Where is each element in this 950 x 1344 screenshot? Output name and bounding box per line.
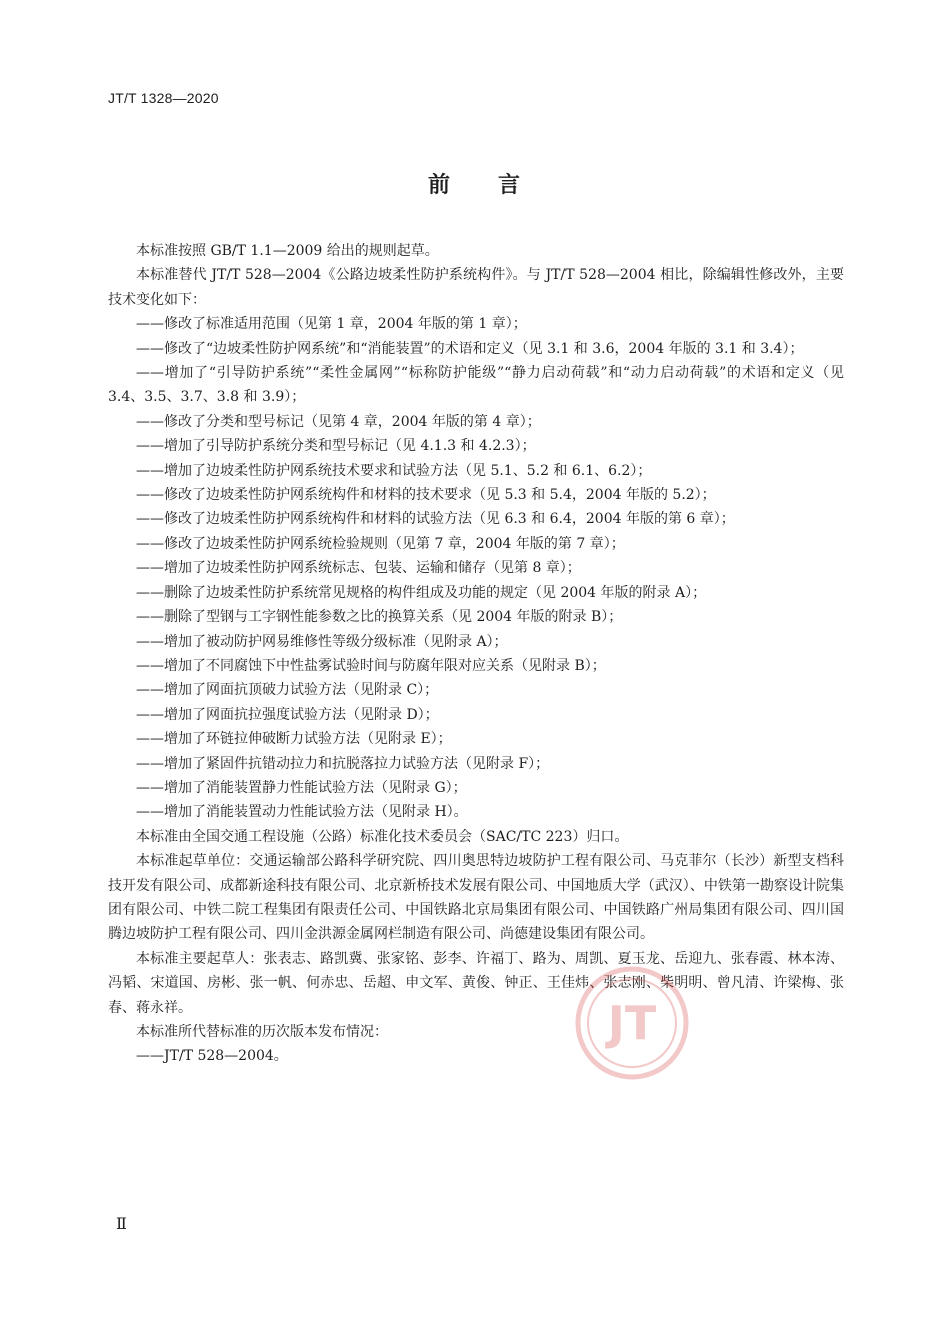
standard-number: JT/T 1328—2020	[108, 90, 219, 106]
list-item: ——增加了网面抗拉强度试验方法（见附录 D）；	[136, 706, 439, 723]
foreword-body	[108, 239, 844, 1069]
list-item: ——修改了标准适用范围（见第 1 章，2004 年版的第 1 章）；	[136, 316, 527, 333]
list-item: ——修改了边坡柔性防护网系统构件和材料的技术要求（见 5.3 和 5.4，2004 年版的 5.2）；	[136, 487, 716, 504]
list-item: ——增加了网面抗顶破力试验方法（见附录 C）；	[136, 682, 439, 699]
paragraph: 本标准由全国交通工程设施（公路）标准化技术委员会（SAC/TC 223）归口。	[136, 828, 629, 845]
list-item: ——修改了边坡柔性防护网系统构件和材料的试验方法（见 6.3 和 6.4，2004 年版的第 6 章）；	[136, 511, 735, 528]
page-number: Ⅱ	[116, 1216, 127, 1233]
paragraph: 本标准替代 JT/T 528—2004《公路边坡柔性防护系统构件》。与 JT/T 528—2004 相比，除编辑性修改外，主要技术变化如下：	[108, 267, 844, 308]
title-char-2: 言	[498, 173, 523, 198]
list-item: ——删除了型钢与工字钢性能参数之比的换算关系（见 2004 年版的附录 B）；	[136, 609, 623, 626]
list-item: ——增加了被动防护网易维修性等级分级标准（见附录 A）；	[136, 633, 508, 650]
page-title	[0, 168, 950, 199]
paragraph: 本标准起草单位：交通运输部公路科学研究院、四川奥思特边坡防护工程有限公司、马克菲尔（长沙）新型支档科技开发有限公司、成都新途科技有限公司、北京新桥技术发展有限公司、中国地质大学（武汉）、中铁第一勘察设计院集团有限公司、中铁二院工程集团有限责任公司、中国铁路北京局集团有限公司、中国铁路广州局集团有限公司、四川国腾边坡防护工程有限公司、四川金洪源金属网栏制造有限公司、尚德建设集团有限公司。	[108, 853, 844, 943]
list-item: ——JT/T 528—2004。	[136, 1048, 288, 1065]
list-item: ——增加了不同腐蚀下中性盐雾试验时间与防腐年限对应关系（见附录 B）；	[136, 657, 606, 674]
list-item: ——增加了引导防护系统分类和型号标记（见 4.1.3 和 4.2.3）；	[136, 438, 536, 455]
list-item: ——修改了分类和型号标记（见第 4 章，2004 年版的第 4 章）；	[136, 413, 541, 430]
list-item: ——增加了消能装置静力性能试验方法（见附录 G）；	[136, 779, 467, 796]
paragraph: 本标准所代替标准的历次版本发布情况：	[136, 1024, 388, 1040]
jt-seal-icon	[572, 963, 692, 1083]
list-item: ——增加了边坡柔性防护网系统技术要求和试验方法（见 5.1、5.2 和 6.1、6.2）；	[136, 462, 652, 479]
list-item: ——删除了边坡柔性防护系统常见规格的构件组成及功能的规定（见 2004 年版的附录 A）；	[136, 584, 707, 601]
list-item: ——修改了边坡柔性防护网系统检验规则（见第 7 章，2004 年版的第 7 章）；	[136, 535, 625, 552]
list-item: ——增加了消能装置动力性能试验方法（见附录 H）。	[136, 804, 468, 821]
list-item: ——修改了“边坡柔性防护网系统”和“消能装置”的术语和定义（见 3.1 和 3.6，2004 年版的 3.1 和 3.4）；	[136, 340, 804, 357]
paragraph: 本标准按照 GB/T 1.1—2009 给出的规则起草。	[136, 243, 439, 259]
list-item: ——增加了“引导防护系统”“柔性金属网”“标称防护能级”“静力启动荷载”和“动力启动荷载”的术语和定义（见 3.4、3.5、3.7、3.8 和 3.9）；	[108, 365, 844, 406]
title-char-1: 前	[427, 173, 452, 198]
list-item: ——增加了边坡柔性防护网系统标志、包装、运输和储存（见第 8 章）；	[136, 560, 581, 577]
svg-text:JT: JT	[607, 996, 657, 1050]
paragraph: 本标准主要起草人：张表志、路凯冀、张家铭、彭李、许福丁、路为、周凯、夏玉龙、岳迎九、张春霞、林本涛、冯韬、宋道国、房彬、张一帆、何赤忠、岳超、申文军、黄俊、钟正、王佳炜、张志刚、柴明明、曾凡清、许梁梅、张春、蒋永祥。	[108, 950, 844, 1016]
list-item: ——增加了环链拉伸破断力试验方法（见附录 E）；	[136, 731, 452, 748]
list-item: ——增加了紧固件抗错动拉力和抗脱落拉力试验方法（见附录 F）；	[136, 755, 550, 772]
